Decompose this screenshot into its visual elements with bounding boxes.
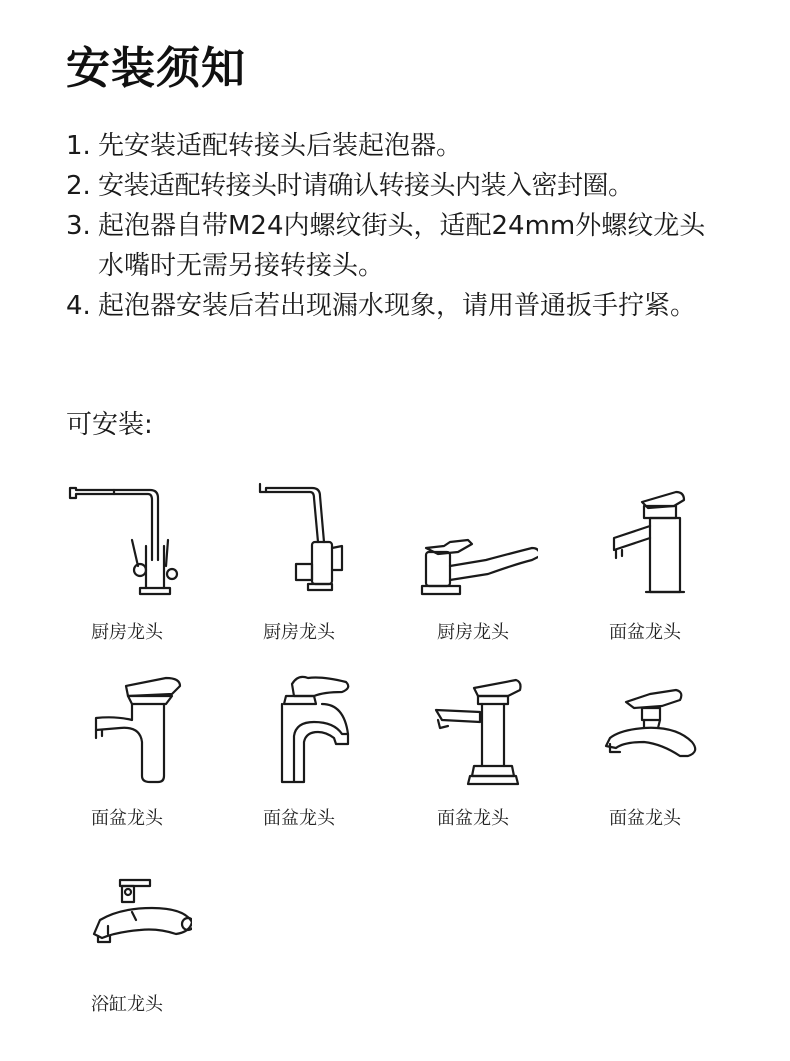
faucet-label: 面盆龙头	[263, 808, 335, 829]
basin-faucet-deck-icon	[580, 656, 710, 796]
basin-faucet-curved-icon	[62, 656, 192, 796]
faucet-card	[388, 470, 558, 650]
note-item	[66, 286, 726, 326]
note-text: 先安装适配转接头后装起泡器。	[98, 131, 463, 161]
faucet-card	[214, 656, 384, 836]
faucet-label: 面盆龙头	[437, 808, 509, 829]
faucet-card	[560, 656, 730, 836]
kitchen-faucet-tall-icon	[234, 470, 364, 610]
note-item	[66, 166, 726, 206]
faucet-card	[388, 656, 558, 836]
note-text: 起泡器安装后若出现漏水现象，请用普通扳手拧紧。	[98, 291, 697, 321]
installation-notes	[66, 126, 726, 326]
faucet-card	[42, 842, 212, 1022]
kitchen-faucet-pullout-icon	[62, 470, 192, 610]
faucet-card	[560, 470, 730, 650]
faucet-label: 厨房龙头	[263, 622, 335, 643]
faucet-label: 面盆龙头	[609, 622, 681, 643]
note-number: 4.	[66, 291, 91, 321]
bathtub-faucet-icon	[62, 842, 192, 982]
note-number: 2.	[66, 171, 91, 201]
basin-faucet-square-icon	[580, 470, 710, 610]
note-item	[66, 206, 726, 286]
basin-faucet-round-icon	[408, 656, 538, 796]
faucet-label: 厨房龙头	[91, 622, 163, 643]
note-number: 3.	[66, 211, 91, 241]
faucet-label: 面盆龙头	[609, 808, 681, 829]
page-title: 安装须知	[66, 43, 246, 94]
faucet-label: 浴缸龙头	[91, 994, 163, 1015]
note-text: 起泡器自带M24内螺纹街头，适配24mm外螺纹龙头水嘴时无需另接转接头。	[98, 211, 706, 281]
compatible-heading: 可安装:	[66, 410, 153, 440]
note-number: 1.	[66, 131, 91, 161]
faucet-card	[42, 470, 212, 650]
note-item	[66, 126, 726, 166]
faucet-card	[42, 656, 212, 836]
kitchen-faucet-swivel-icon	[408, 470, 538, 610]
basin-faucet-arched-icon	[234, 656, 364, 796]
faucet-card	[214, 470, 384, 650]
note-text: 安装适配转接头时请确认转接头内装入密封圈。	[98, 171, 634, 201]
faucet-label: 面盆龙头	[91, 808, 163, 829]
faucet-label: 厨房龙头	[437, 622, 509, 643]
